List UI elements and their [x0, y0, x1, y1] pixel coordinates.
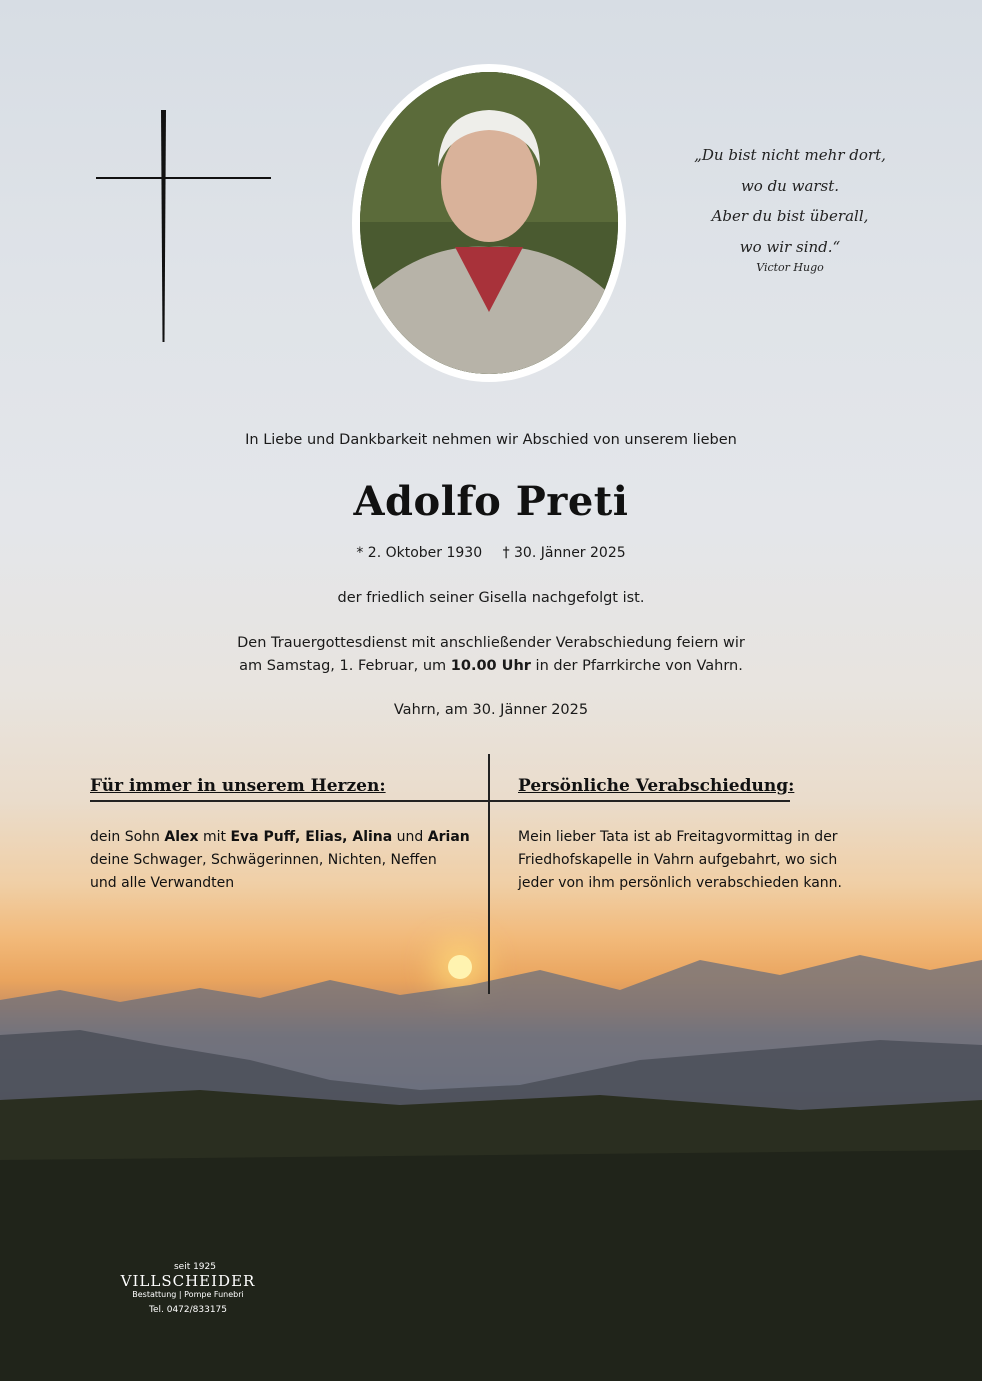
place-date: Vahrn, am 30. Jänner 2025 — [393, 702, 589, 718]
family-names: Eva Puff, Elias, Alina — [230, 829, 393, 845]
memorial-text: der friedlich seiner Gisella nachgefolgt ist. — [337, 590, 645, 606]
quote-line: wo du warst. — [740, 176, 840, 195]
funeral-home-logo — [118, 1262, 258, 1315]
logo-since: seit 1925 — [173, 1262, 216, 1272]
portrait-photo — [360, 72, 618, 374]
intro-text: In Liebe und Dankbarkeit nehmen wir Abschied von unserem lieben — [245, 432, 737, 448]
vertical-divider — [488, 754, 490, 994]
death-date: † 30. Jänner 2025 — [502, 545, 626, 561]
portrait-frame — [352, 64, 626, 382]
family-line-2: deine Schwager, Schwägerinnen, Nichten, Neffen — [90, 852, 437, 868]
service-line-2-post: in der Pfarrkirche von Vahrn. — [530, 658, 743, 674]
quote-line: wo wir sind.“ — [739, 237, 841, 256]
horizontal-divider — [90, 800, 790, 802]
cross-horizontal-bar — [96, 177, 271, 179]
farewell-line-3: jeder von ihm persönlich verabschieden kann. — [518, 875, 842, 891]
family-line-3: und alle Verwandten — [90, 875, 235, 891]
service-info — [0, 632, 982, 678]
quote-line: „Du bist nicht mehr dort, — [694, 146, 886, 164]
grass-meadow — [0, 1080, 982, 1381]
grandchild-name: Arian — [427, 829, 470, 845]
son-name: Alex — [164, 829, 199, 845]
quote-block — [640, 140, 940, 276]
birth-date: * 2. Oktober 1930 — [356, 545, 483, 561]
quote-author: Victor Hugo — [756, 261, 824, 274]
farewell-line-2: Friedhofskapelle in Vahrn aufgebahrt, wo sich — [518, 852, 838, 868]
farewell-text — [518, 826, 898, 895]
text-segment: und — [392, 829, 428, 845]
service-line-1: Den Trauergottesdienst mit anschließender Verabschiedung feiern wir — [237, 635, 745, 651]
service-line-2 — [0, 655, 982, 678]
quote-line: Aber du bist überall, — [711, 207, 869, 225]
family-line-1 — [90, 826, 470, 849]
service-line-2-pre: am Samstag, 1. Februar, um — [239, 658, 451, 674]
farewell-line-1: Mein lieber Tata ist ab Freitagvormittag in der — [518, 829, 838, 845]
logo-subtitle: Bestattung | Pompe Funebri — [132, 1290, 244, 1299]
logo-brand: VILLSCHEIDER — [120, 1272, 256, 1290]
portrait-illustration — [360, 72, 618, 374]
deceased-name: Adolfo Preti — [353, 478, 629, 525]
logo-phone: Tel. 0472/833175 — [148, 1305, 228, 1315]
right-column-heading: Persönliche Verabschiedung: — [518, 776, 795, 796]
life-dates — [0, 545, 982, 561]
text-segment: dein Sohn — [90, 829, 165, 845]
family-list — [90, 826, 470, 895]
text-segment: mit — [198, 829, 231, 845]
service-time: 10.00 Uhr — [450, 658, 531, 674]
left-column-heading: Für immer in unserem Herzen: — [90, 776, 386, 796]
